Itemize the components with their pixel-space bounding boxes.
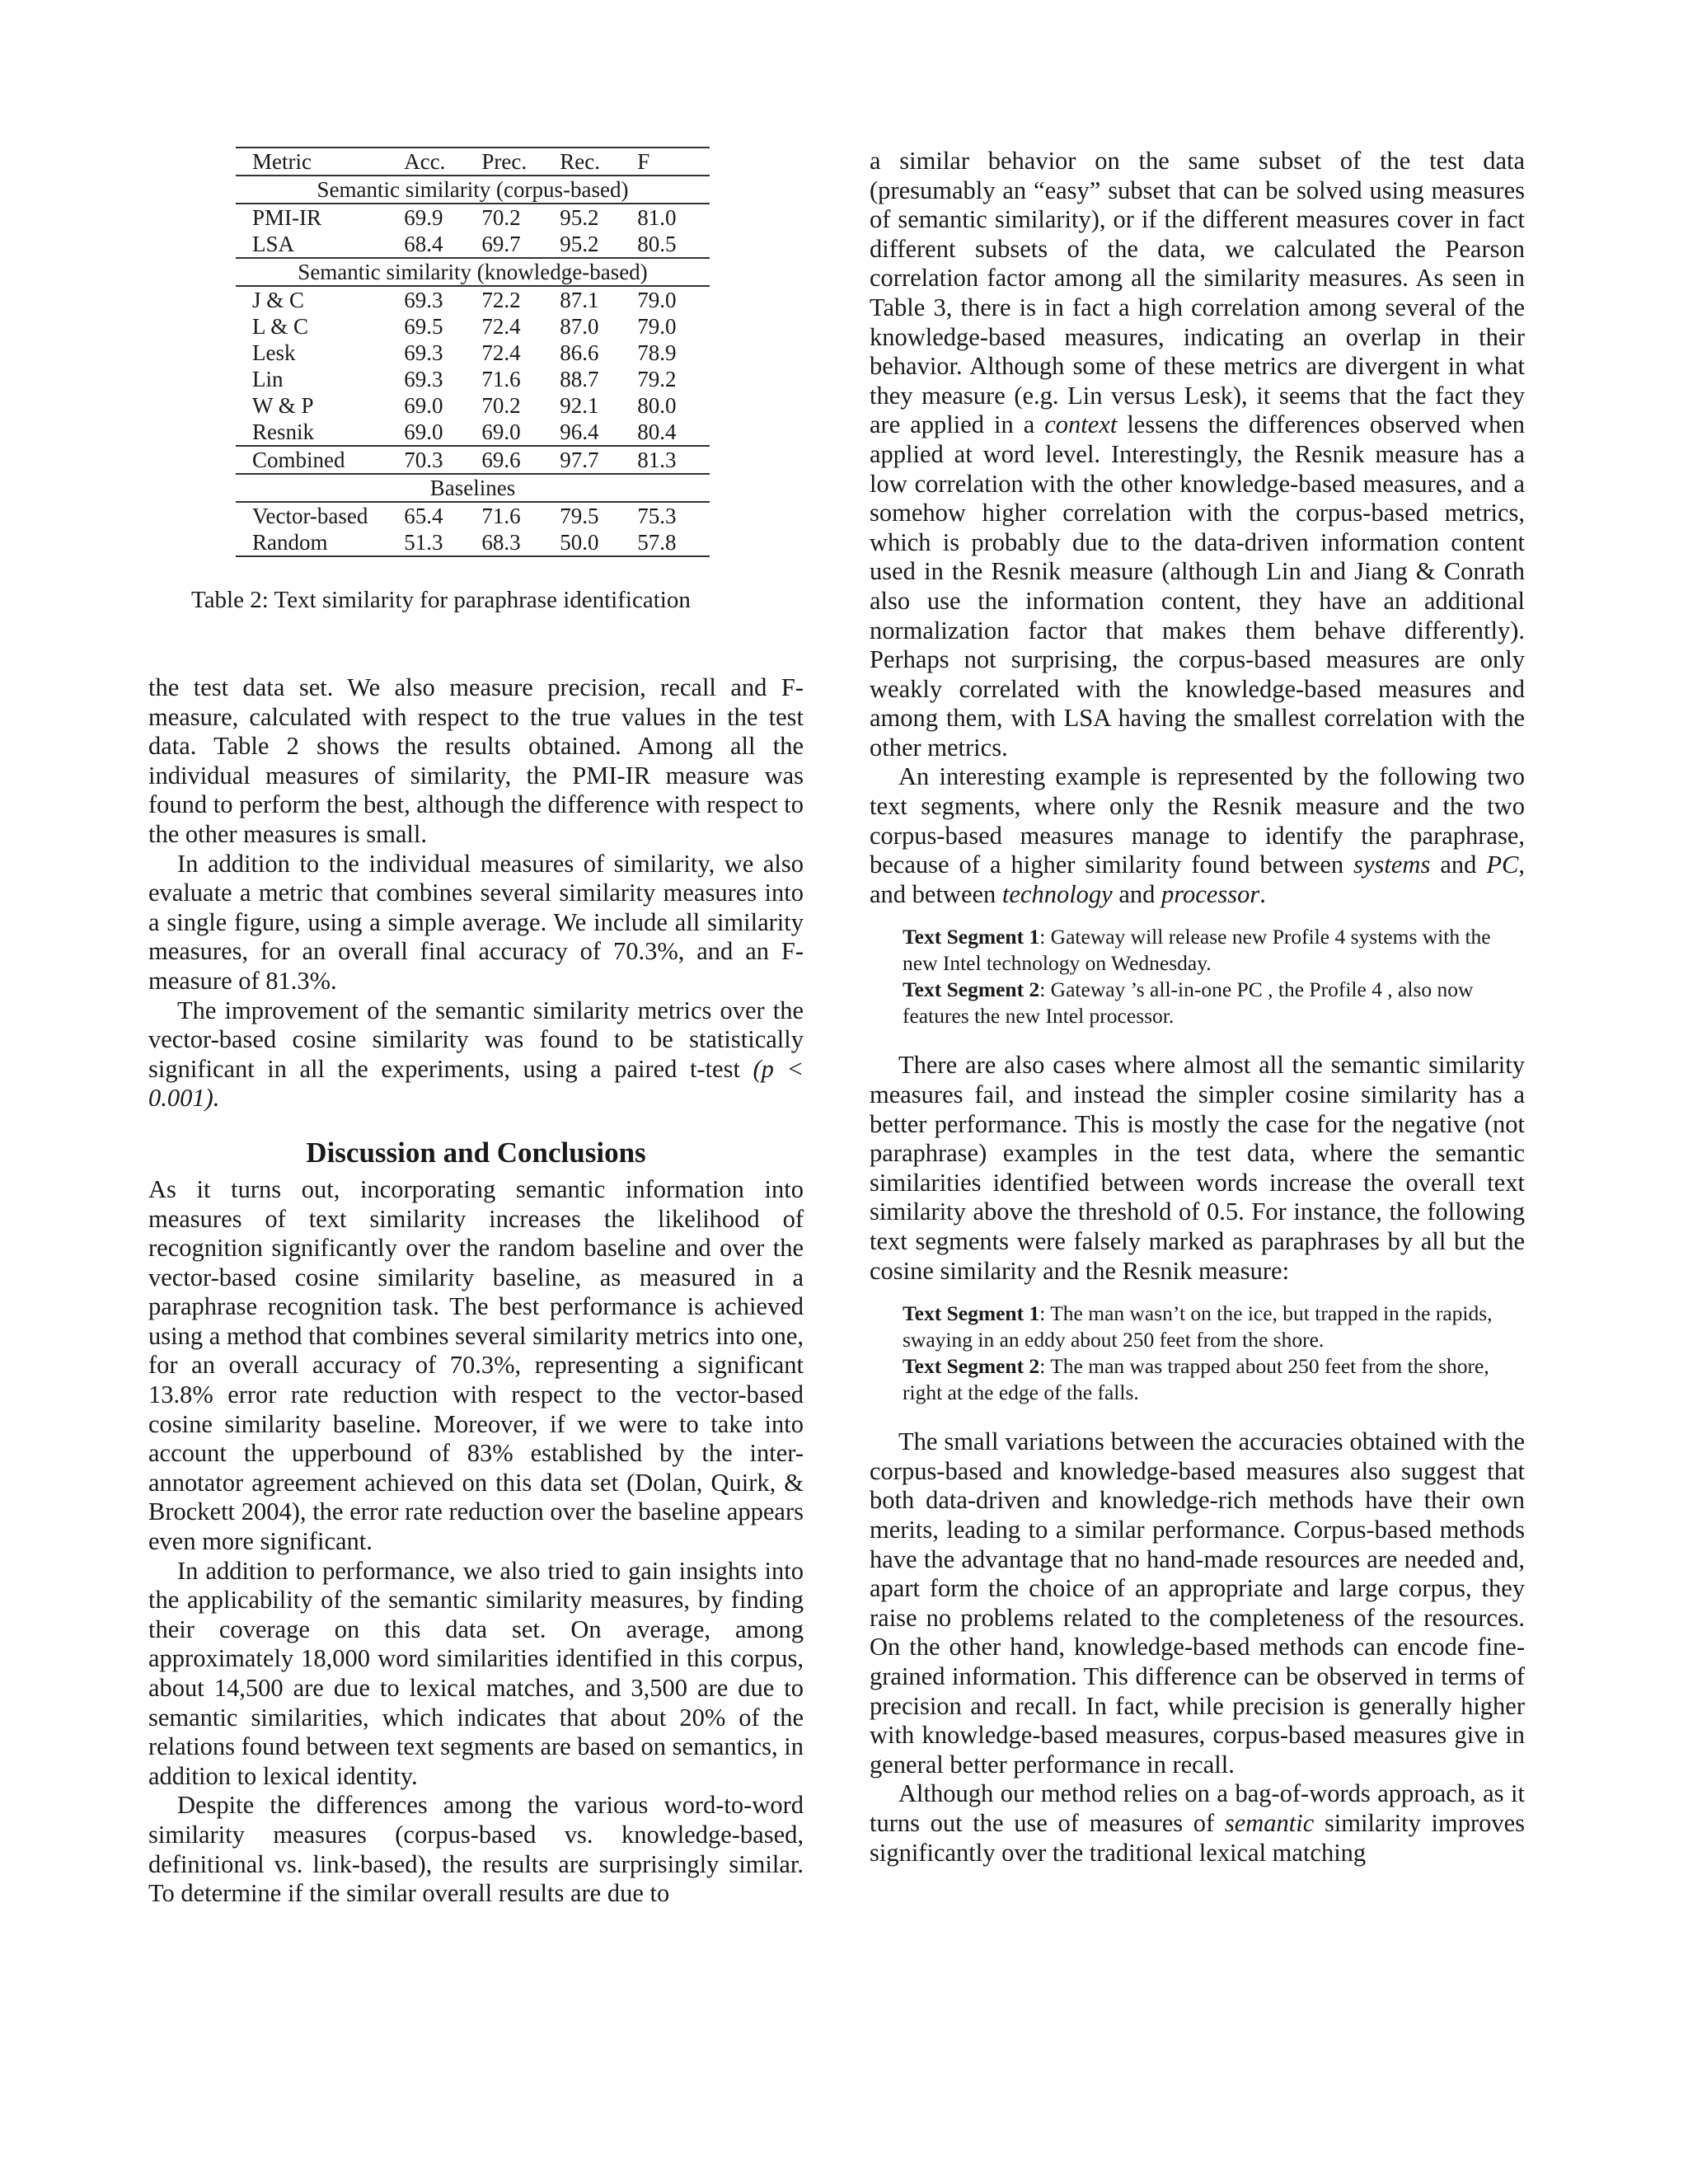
paragraph-text: and [1440,851,1477,879]
col-header-prec: Prec. [476,148,555,176]
text-segment [903,924,1525,977]
paragraph [870,147,1525,762]
segment-text: : Gateway will release new Profile 4 systems with the new Intel technology on Wednesday. [903,925,1491,976]
paragraph-text: lessens the differences observed when applied at word level. Interestingly, the Resnik measure has a low correlation with the other knowledge-based measures, and a somehow higher correlation with the corpus-based metrics, which is probably due to the data-driven information content used in the Resnik measure (although Lin and Jiang & Conrath also use the information content, they have an additional normalization factor that makes them behave differently). Perhaps not surprising, the corpus-based measures are only weakly correlated with the knowledge-based measures and among them, with LSA having the smallest correlation with the other metrics. [870,410,1526,762]
emphasis: semantic [1224,1808,1315,1837]
text-segment [903,977,1525,1029]
table-cell: 71.6 [481,367,521,391]
table-cell: Combined [236,446,399,474]
table-cell: 80.0 [637,393,677,418]
segment-text: : The man wasn’t on the ice, but trapped in the rapids, swaying in an eddy about 250 feet from the shore. [903,1301,1493,1352]
table-cell: 69.0 [404,419,443,444]
table-cell: 51.3 [399,529,476,556]
table-header-row [236,148,710,176]
table-cell: 72.4 [481,340,521,365]
paragraph-text: Although our method relies on a bag-of-words approach, as it turns out the use of measures of [870,1779,1525,1837]
segment-label: Text Segment 1 [903,1301,1040,1326]
table-row [236,204,710,231]
table-cell: L & C [252,314,309,339]
paragraph [148,996,804,1113]
table-cell: 79.0 [637,288,677,312]
results-table-container [236,147,710,557]
paragraph: the test data set. We also measure precision, recall and F-measure, calculated with respect to the true values in the test data. Table 2 shows the results obtained. Among all the individual measures of similarity, the PMI-IR measure was found to perform the best, although the difference with respect to the other measures is small. [148,673,804,848]
table-cell: Random [236,529,399,556]
table-cell: Vector-based [252,504,368,528]
table-cell: 65.4 [404,504,443,528]
table-cell: W & P [252,393,314,418]
segment-label: Text Segment 2 [903,977,1040,1002]
emphasis: processor [1161,879,1260,908]
paragraph-text: a similar behavior on the same subset of the test data (presumably an “easy” subset that can be solved using measures of semantic similarity), or if the different measures cover in fact different subsets of the data, we calculated the Pearson correlation factor among all the similarity measures. As seen in Table 3, there is in fact a high correlation among several of the knowledge-based measures, indicating an overlap in their behavior. Although some of these metrics are divergent in what they measure (e.g. Lin versus Lesk), it seems that the fact they are applied in a [870,147,1525,439]
segment-text: : The man was trapped about 250 feet from the shore, right at the edge of the falls. [903,1354,1489,1405]
table-section-row [236,176,710,204]
table-cell: 69.3 [404,288,443,312]
table-cell: 72.4 [481,314,521,339]
table-cell: 79.0 [637,314,677,339]
table-cell: 57.8 [632,529,710,556]
table-cell: 69.0 [404,393,443,418]
table-cell: 97.7 [555,446,632,474]
section-corpus-label: Semantic similarity (corpus-based) [236,176,710,204]
paragraph-text: , and between [870,851,1526,908]
table-cell: 80.5 [637,232,677,256]
segment-text: : Gateway ’s all-in-one PC , the Profile 4 , also now features the new Intel processor. [903,977,1474,1029]
math-expression: (p < 0.001). [148,1054,804,1113]
table-cell: 87.1 [560,288,599,312]
table-cell: 69.5 [404,314,443,339]
table-row-combined [236,446,710,474]
paragraph [870,1779,1525,1868]
text-segment [903,1301,1525,1353]
table-cell: 79.5 [560,504,599,528]
paragraph-text: The improvement of the semantic similarity metrics over the vector-based cosine similarity was found to be statistically significant in all the experiments, using a paired t-test [148,996,804,1083]
table-cell: Lin [252,367,284,391]
section-baselines-label: Baselines [236,474,710,502]
table-cell: 50.0 [555,529,632,556]
table-cell: 88.7 [560,367,599,391]
table-cell: 71.6 [481,504,521,528]
paragraph-text: An interesting example is represented by the following two text segments, where only the Resnik measure and the two corpus-based measures manage to identify the paraphrase, because of a higher similarity found between [870,762,1525,879]
table-cell: 69.6 [476,446,555,474]
table-cell: 70.3 [399,446,476,474]
paragraph [870,762,1525,909]
table-cell: 96.4 [560,419,599,444]
table-cell: 70.2 [481,205,521,230]
paragraph: The small variations between the accuracies obtained with the corpus-based and knowledge-based measures also suggest that both data-driven and knowledge-rich methods have their own merits, leading to a similar performance. Corpus-based methods have the advantage that no hand-made resources are needed and, apart form the choice of an appropriate and large corpus, they raise no problems related to the completeness of the resources. On the other hand, knowledge-based methods can encode fine-grained information. This difference can be observed in terms of precision and recall. In fact, while precision is generally higher with knowledge-based measures, corpus-based measures give in general better performance in recall. [870,1427,1525,1779]
table-section-row [236,258,710,286]
paragraph-text: and [1118,879,1156,908]
table-cell: 69.7 [481,232,521,256]
emphasis: context [1044,410,1118,439]
col-header-acc: Acc. [399,148,476,176]
section-knowledge-label: Semantic similarity (knowledge-based) [236,258,710,286]
table-cell: 70.2 [481,393,521,418]
emphasis: PC [1486,851,1519,879]
segment-label: Text Segment 2 [903,1354,1040,1379]
table-cell: 78.9 [637,340,677,365]
example-block-2 [903,1301,1525,1406]
table-cell: 81.3 [632,446,710,474]
table-section-row [236,474,710,502]
paragraph: As it turns out, incorporating semantic information into measures of text similarity increases the likelihood of recognition significantly over the random baseline and over the vector-based cosine similarity baseline, as measured in a paraphrase recognition task. The best performance is achieved using a method that combines several similarity metrics into one, for an overall accuracy of 70.3%, representing a significant 13.8% error rate reduction with respect to the vector-based cosine similarity baseline. Moreover, if we were to take into account the upperbound of 83% established by the inter-annotator agreement achieved on this data set (Dolan, Quirk, & Brockett 2004), the error rate reduction over the baseline appears even more significant. [148,1174,804,1556]
table-cell: LSA [252,232,295,256]
table-row [236,419,710,446]
table-cell: 92.1 [560,393,599,418]
right-column [870,147,1525,1868]
table-cell: 75.3 [637,504,677,528]
table-cell: 81.0 [637,205,677,230]
table-cell: 69.0 [481,419,521,444]
table-row [236,502,710,529]
table-cell: J & C [252,288,305,312]
table-row [236,392,710,419]
paragraph: Despite the differences among the various word-to-word similarity measures (corpus-based vs. knowledge-based, definitional vs. link-based), the results are surprisingly similar. To determine if the similar overall results are due to [148,1791,804,1908]
table-cell: 69.3 [404,367,443,391]
results-table [236,147,710,557]
paragraph: In addition to performance, we also tried to gain insights into the applicability of the semantic similarity measures, by finding their coverage on this data set. On average, among approximately 18,000 word similarities identified in this corpus, about 14,500 are due to lexical matches, and 3,500 are due to semantic similarities, which indicates that about 20% of the relations found between text segments are based on semantics, in addition to lexical identity. [148,1556,804,1790]
table-caption: Table 2: Text similarity for paraphrase identification [191,587,691,613]
text-segment [903,1353,1525,1406]
section-heading: Discussion and Conclusions [306,1136,646,1169]
col-header-metric: Metric [236,148,399,176]
col-header-f: F [632,148,710,176]
table-cell: 68.3 [476,529,555,556]
paragraph: In addition to the individual measures of similarity, we also evaluate a metric that combines several similarity measures into a single figure, using a simple average. We include all similarity measures, for an overall final accuracy of 70.3%, and an F-measure of 81.3%. [148,849,804,995]
table-row [236,340,710,366]
table-cell: Resnik [252,419,315,444]
table-cell: 95.2 [560,205,599,230]
table-cell: PMI-IR [252,205,322,230]
table-row [236,313,710,340]
table-row [236,231,710,258]
segment-label: Text Segment 1 [903,925,1040,949]
table-cell: 68.4 [404,232,443,256]
left-column [148,147,804,1909]
table-cell: 79.2 [637,367,677,391]
table-cell: 80.4 [637,419,677,444]
paragraph-text: . [1259,879,1266,908]
table-cell: 72.2 [481,288,521,312]
table-row [236,366,710,392]
emphasis: technology [1001,879,1113,908]
table-cell: 87.0 [560,314,599,339]
table-cell: Lesk [252,340,296,365]
table-row [236,286,710,313]
table-cell: 69.9 [404,205,443,230]
table-row [236,529,710,556]
table-cell: 86.6 [560,340,599,365]
paragraph: There are also cases where almost all the semantic similarity measures fail, and instead the simpler cosine similarity has a better performance. This is mostly the case for the negative (not paraphrase) examples in the test data, where the semantic similarities identified between words increase the overall text similarity above the threshold of 0.5. For instance, the following text segments were falsely marked as paraphrases by all but the cosine similarity and the Resnik measure: [870,1051,1525,1285]
paragraph-text: similarity improves significantly over the traditional lexical matching [870,1808,1526,1867]
emphasis: systems [1353,851,1431,879]
table-cell: 69.3 [404,340,443,365]
example-block-1 [903,924,1525,1029]
table-cell: 95.2 [560,232,599,256]
col-header-rec: Rec. [555,148,632,176]
